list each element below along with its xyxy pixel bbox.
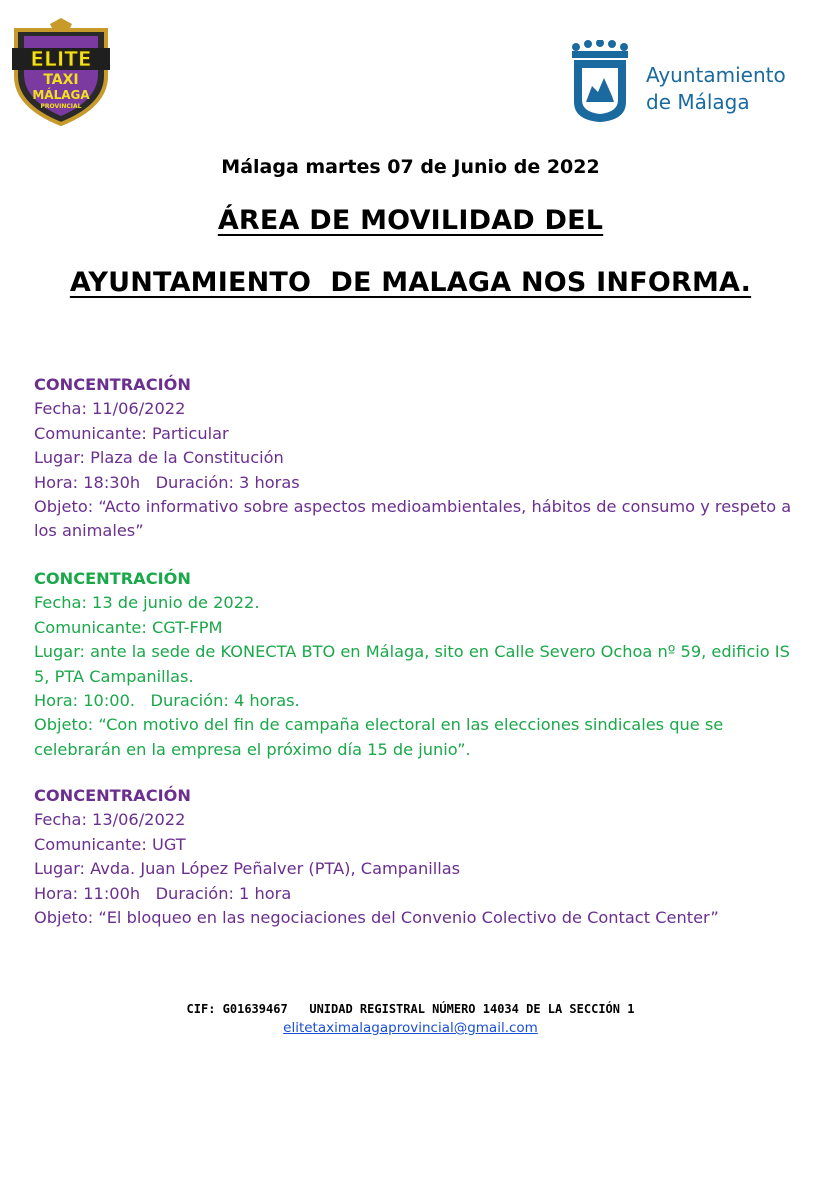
ayuntamiento-logo-text: Ayuntamiento de Málaga <box>646 63 786 114</box>
event-time: Hora: 18:30h Duración: 3 horas <box>34 472 300 492</box>
svg-text:PROVINCIAL: PROVINCIAL <box>40 103 82 110</box>
event-date: Fecha: 11/06/2022 <box>34 399 186 419</box>
event-date: Fecha: 13 de junio de 2022. <box>34 593 260 613</box>
event-time: Hora: 10:00. Duración: 4 horas. <box>34 691 300 711</box>
event-organizer: Comunicante: Particular <box>34 423 229 443</box>
ayuntamiento-logo <box>568 40 788 124</box>
date-line: Málaga martes 07 de Junio de 2022 <box>221 156 600 178</box>
event-date: Fecha: 13/06/2022 <box>34 810 186 830</box>
event-title: CONCENTRACIÓN <box>34 375 191 394</box>
footer-email-link[interactable]: elitetaximalagaprovincial@gmail.com <box>283 1020 538 1036</box>
event-title: CONCENTRACIÓN <box>34 786 191 805</box>
event-block-2 <box>34 567 794 762</box>
event-block-1 <box>34 373 794 544</box>
event-purpose: Objeto: “El bloqueo en las negociaciones del Convenio Colectivo de Contact Center” <box>34 908 719 928</box>
event-organizer: Comunicante: CGT-FPM <box>34 617 223 637</box>
elite-taxi-logo <box>10 18 112 126</box>
svg-text:MÁLAGA: MÁLAGA <box>32 88 90 102</box>
event-title: CONCENTRACIÓN <box>34 569 191 588</box>
event-time: Hora: 11:00h Duración: 1 hora <box>34 883 292 903</box>
svg-text:ELITE: ELITE <box>30 47 92 71</box>
event-location: Lugar: Avda. Juan López Peñalver (PTA), Campanillas <box>34 859 461 879</box>
footer-registry: CIF: G01639467 UNIDAD REGISTRAL NÚMERO 14034 DE LA SECCIÓN 1 <box>186 1002 635 1016</box>
svg-text:TAXI: TAXI <box>43 72 79 88</box>
event-location: Lugar: Plaza de la Constitución <box>34 448 284 468</box>
event-block-3 <box>34 784 794 930</box>
event-purpose: Objeto: “Con motivo del fin de campaña electoral en las elecciones sindicales que se celebrarán en la empresa el próximo día 15 de junio”. <box>34 715 724 759</box>
headline-line-1: ÁREA DE MOVILIDAD DEL <box>217 205 604 236</box>
city-shield-icon <box>568 40 632 124</box>
event-purpose: Objeto: “Acto informativo sobre aspectos medioambientales, hábitos de consumo y respeto a los animales” <box>34 497 792 541</box>
headline-line-2: AYUNTAMIENTO DE MALAGA NOS INFORMA. <box>69 267 752 298</box>
event-organizer: Comunicante: UGT <box>34 834 186 854</box>
event-location: Lugar: ante la sede de KONECTA BTO en Málaga, sito en Calle Severo Ochoa nº 59, edificio IS 5, PTA Campanillas. <box>34 642 790 686</box>
